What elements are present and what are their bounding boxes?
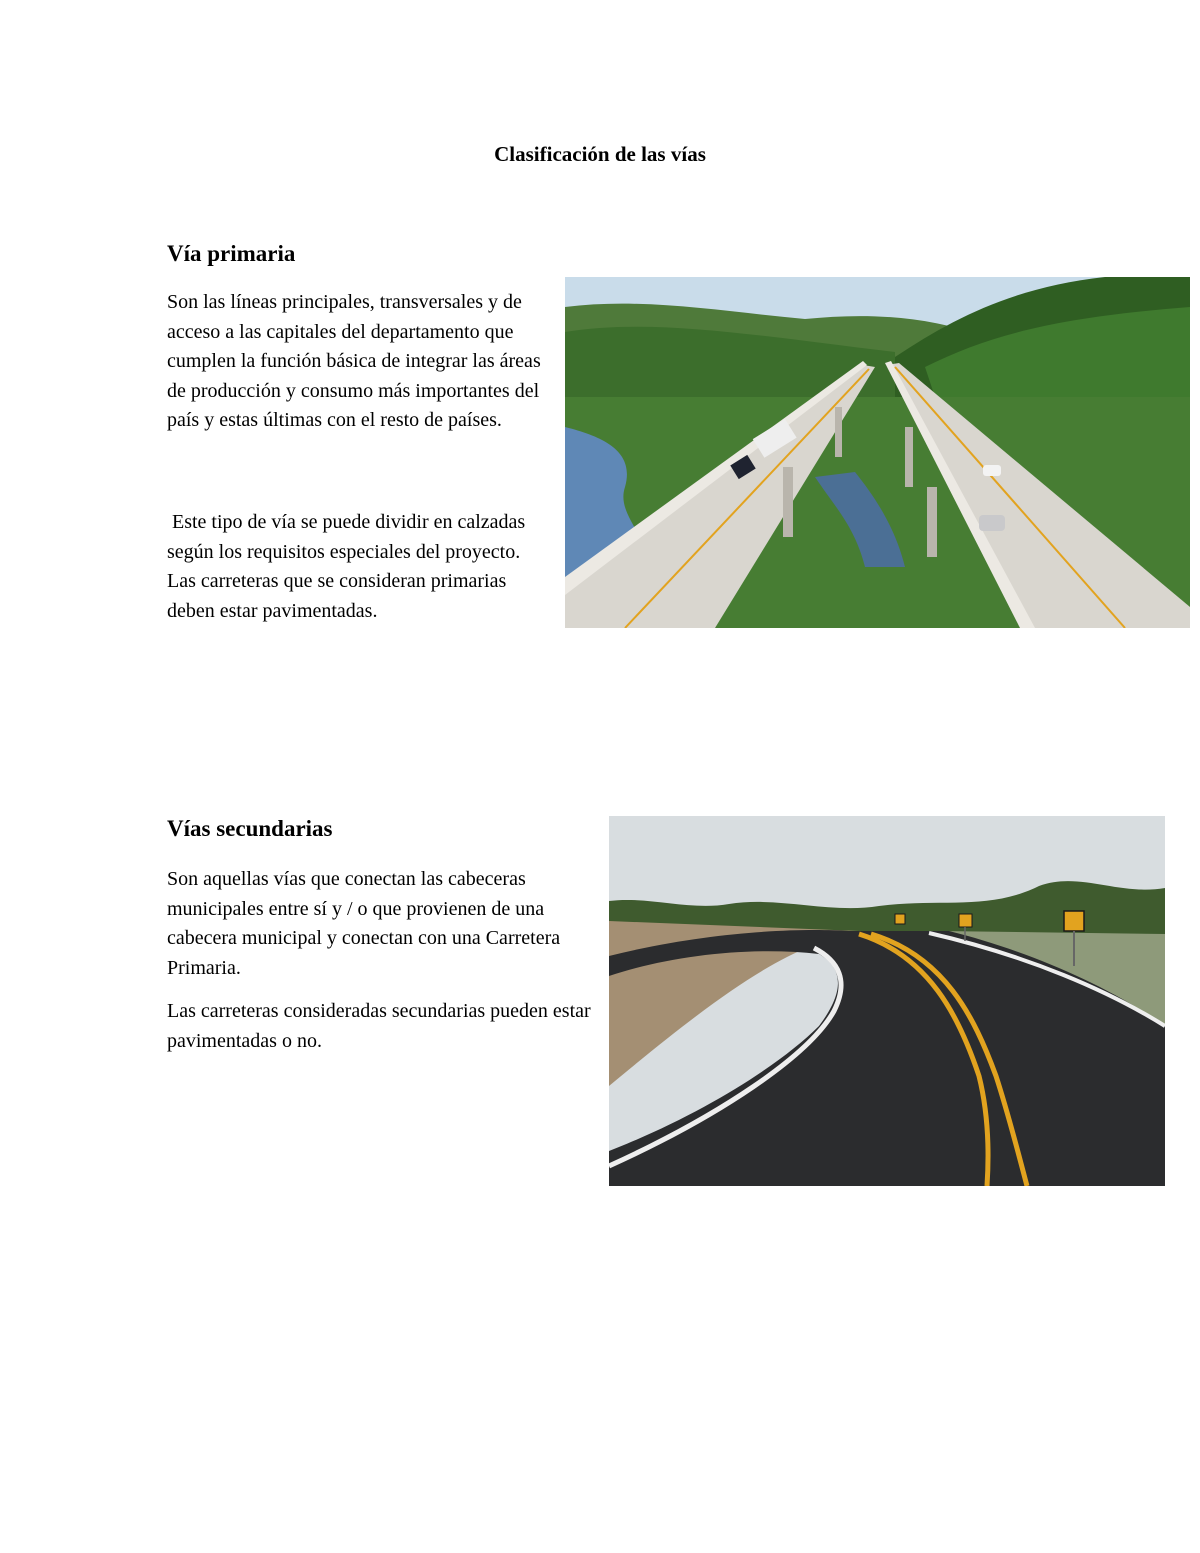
paragraph-secundaria-2: Las carreteras consideradas secundarias pueden estar pavimentadas o no. <box>167 1000 591 1052</box>
heading-vias-secundarias: Vías secundarias <box>167 816 333 841</box>
paragraph-primaria-1: Son las líneas principales, transversales y de acceso a las capitales del departamento que cumplen la función básica de integrar las áreas de producción y consumo más importantes del país y estas últimas con el resto de países. <box>167 291 541 431</box>
secondary-road-photo <box>609 816 1165 1186</box>
paragraph-primaria-2: Este tipo de vía se puede dividir en calzadas según los requisitos especiales del proyecto. Las carreteras que se consideran primarias deben estar pavimentadas. <box>167 511 531 622</box>
highway-bridge-photo <box>565 277 1190 628</box>
heading-via-primaria: Vía primaria <box>167 241 296 266</box>
document-title: Clasificación de las vías <box>494 142 706 166</box>
paragraph-secundaria-1: Son aquellas vías que conectan las cabeceras municipales entre sí y / o que provienen de una cabecera municipal y conectan con una Carretera Primaria. <box>167 868 561 979</box>
